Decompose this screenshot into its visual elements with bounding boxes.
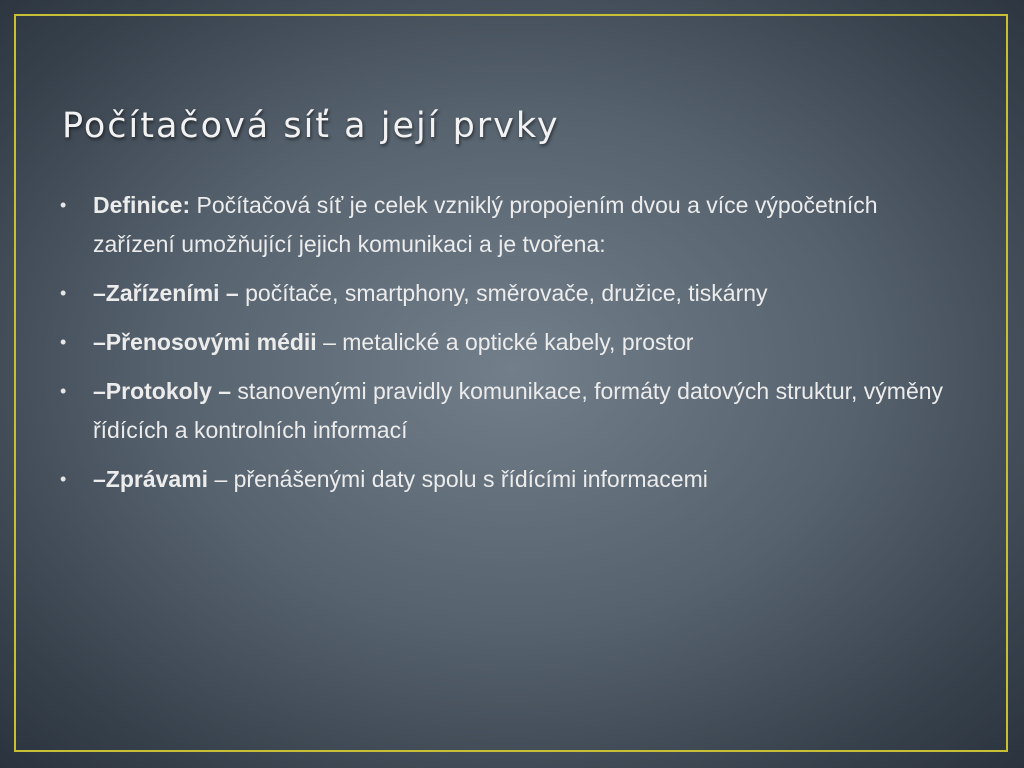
list-item-definice [60,186,960,264]
item-text: Počítačová síť je celek vzniklý propojením dvou a více výpočetních zařízení umožňující jejich komunikaci a je tvořena: [93,192,878,257]
slide-title: Počítačová síť a její prvky [62,106,560,146]
item-text: počítače, smartphony, směrovače, družice, tiskárny [238,280,768,306]
item-text: stanovenými pravidly komunikace, formáty datových struktur, výměny řídících a kontrolních informací [93,378,944,443]
item-text: – přenášenými daty spolu s řídícími informacemi [208,466,708,492]
item-term: Definice: [93,192,191,218]
bullet-icon: • [60,283,67,303]
list-item-protokoly [60,372,960,450]
item-term: –Protokoly – [93,378,232,404]
list-item-zarizenimi [60,274,960,313]
item-term: –Zprávami [93,466,209,492]
bullet-icon: • [60,195,67,215]
item-text: – metalické a optické kabely, prostor [316,329,694,355]
item-term: –Zařízeními – [93,280,239,306]
item-term: –Přenosovými médii [93,329,317,355]
bullet-icon: • [60,332,67,352]
bullet-icon: • [60,469,67,489]
list-item-prenosovymi-medii [60,323,960,362]
bullet-icon: • [60,381,67,401]
list-item-zpravami [60,460,960,499]
bullet-list [60,186,960,509]
